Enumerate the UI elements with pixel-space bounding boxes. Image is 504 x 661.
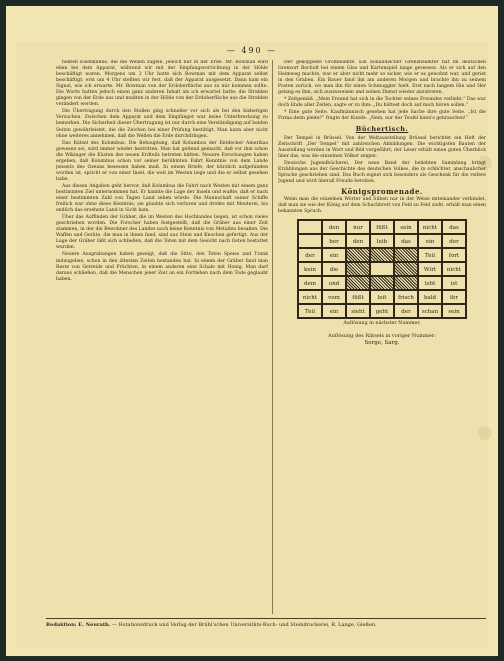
footer-editor: Redaktion: E. Neurath.: [46, 622, 111, 628]
page-number: — 490 —: [226, 46, 278, 55]
puzzle-cell: frisch: [394, 290, 418, 304]
puzzle-cell: leib: [370, 234, 394, 248]
footer-rule: [46, 618, 486, 619]
puzzle-cell: nicht: [298, 290, 322, 304]
paragraph: Das Rätsel des Kolumbus. Die Behauptung, daß Kolumbus der Entdecker Amerikas gewesen sei, wird immer wieder bestritten. Man hat geltend gemacht, daß vor ihm schon die Wikinger die Küsten des neuen Erdteils betreten hätten. Neuere Forschungen haben ergeben, daß Kolumbus schon vor seiner berühmten Fahrt Kenntnis von dem Lande jenseits des Ozeans besessen haben muß. In einem Briefe, der kürzlich aufgefunden worden ist, spricht er von einer Insel, die weit im Westen liege und die er selbst gesehen habe.: [56, 140, 268, 182]
paragraph: Über das Auffinden der Gräber, die im Westen des Hochlandes liegen, ist schon vieles geschrieben worden. Die Forscher haben festgestellt, daß die Gräber aus einer Zeit stammen, in der die Bewohner des Landes noch keine Kenntnis von Metallen besaßen. Die Waffen und Geräte, die man in ihnen fand, sind aus Stein und Knochen gefertigt. Aus der Lage der Gräber läßt sich schließen, daß die Toten mit dem Gesicht nach Osten bestattet wurden.: [56, 215, 268, 251]
paragraph: heißen Eisenkähne, die die Wellen zügeln, jedoch nur in der Erde. Mr. Bowman wird eben bei dem Apparat, während wir mit der Empfangsvorrichtung in der Höhle beschäftigt waren. Morgens um 2 Uhr hatte sich Bowman mit dem Apparat selbst beschäftigt; erst um 4 Uhr stellten wir fest, daß der Apparat ausgesetzt. Dann kam ein Signal, wie ich erwarte. Mr. Bowman von der Erdoberfläche aus zu mir kommen sollte. Die Worte hatten jedoch einen ganz anderen Inhalt als ich erwartet hatte: die Strahlen gingen von der Erde aus und mußten in der Höhle von der Erdoberfläche aus die Strahlen verändert werden.: [56, 60, 268, 108]
puzzle-cell: Teil: [418, 248, 442, 262]
puzzle-cell: füßt: [370, 220, 394, 234]
puzzle-cell: ist: [442, 276, 466, 290]
right-column: [278, 60, 486, 614]
puzzle-cell: das: [394, 234, 418, 248]
puzzle-cell: bald: [418, 290, 442, 304]
solution-text: Sorge, Sarg.: [364, 340, 400, 347]
puzzle-cell: Teil: [298, 304, 322, 318]
puzzle-cell: Wirt: [418, 262, 442, 276]
solution-label: Auflösung des Rätsels in voriger Nummer:: [328, 333, 436, 340]
footer: [46, 622, 486, 628]
puzzle-cell: der: [442, 234, 466, 248]
paragraph: Aus diesen Angaben geht hervor, daß Kolumbus die Fahrt nach Westen mit einem ganz bestimmten Ziel unternommen hat. Er kannte die Lage der Inseln und wußte, daß er nach einer bestimmten Zahl von Tagen Land sehen würde. Die Mannschaft seiner Schiffe freilich war ohne diese Kenntnis; sie glaubte sich verloren und drohte mit Meuterei, bis endlich das ersehnte Land in Sicht kam.: [56, 183, 268, 214]
puzzle-title: Königspromenade.: [341, 186, 423, 196]
puzzle-cell: [370, 248, 394, 262]
puzzle-cell: [346, 276, 370, 290]
puzzle-cell: ein: [322, 248, 346, 262]
puzzle-cell: [346, 248, 370, 262]
paragraph: * Eine gute Seite. Kaufmännisch gesehen hat jede Sache ihre gute Seite. „Ist die Firma denn pleite?“ fragte der Kunde. „Nein, nur der Teufel kann's gebrauchen!“: [278, 110, 486, 122]
paragraph: Der Tempel in Brüssel. Von der Weltausstellung Brüssel berichtet ein Heft der Zeitschrift „Der Tempel“ mit zahlreichen Abbildungen. Die wichtigsten Bauten der Ausstellung werden in Wort und Bild vorgeführt; der Leser erhält einen guten Überblick über das, was die einzelnen Völker zeigen.: [278, 135, 486, 159]
puzzle-cell: [394, 262, 418, 276]
footer-publisher: — Rotationsdruck und Verlag der Brühl'schen Universitäts-Buch- und Steindruckerei, R. Lange, Gießen.: [112, 622, 377, 628]
page: [6, 6, 498, 656]
puzzle-cell: ein: [418, 234, 442, 248]
puzzle-cell: und: [322, 276, 346, 290]
puzzle-cell: [394, 276, 418, 290]
puzzle-cell: ihr: [442, 290, 466, 304]
puzzle-intro: Wenn man die einzelnen Wörter und Silben nur in der Weise miteinander verbindet, daß man sie wie der König auf dem Schachbrett von Feld zu Feld zieht, erhält man einen bekannten Spruch.: [278, 196, 486, 215]
puzzle-cell: die: [322, 262, 346, 276]
puzzle-grid: [297, 219, 467, 319]
puzzle-cell: das: [442, 220, 466, 234]
puzzle-cell: den: [346, 234, 370, 248]
paragraph: Neuere Ausgrabungen haben gezeigt, daß die Sitte, den Toten Speise und Trank mitzugeben, schon in den ältesten Zeiten bestanden hat. In einem der Gräber fand man Reste von Getreide und Früchten, in einem anderen eine Schale mit Honig. Man darf daraus schließen, daß die Menschen jener Zeit an ein Fortleben nach dem Tode geglaubt haben.: [56, 252, 268, 282]
puzzle-cell: nur: [346, 220, 370, 234]
puzzle-cell: kein: [298, 262, 322, 276]
puzzle-cell: ein: [322, 304, 346, 318]
puzzle-cell: sein: [442, 304, 466, 318]
puzzle-cell: geht: [370, 304, 394, 318]
puzzle-cell: schan: [418, 304, 442, 318]
puzzle-cell: [370, 262, 394, 276]
section-title: Büchertisch.: [355, 125, 409, 134]
puzzle-cell: [298, 234, 322, 248]
puzzle-cell: [370, 276, 394, 290]
puzzle-cell: ber: [322, 234, 346, 248]
paragraph: Der gekoppelte Großbeamte. Ein holländischer Grenzbeamter hat im deutschen Grenzort Bocholt bei einem Glas und Kartenspiel lange gesessen. Als er sich auf den Heimweg machte, war er aber nicht mehr so sicher, wie er es gewohnt war, und geriet in den Graben. Ein Bauer fand ihn am anderen Morgen und brachte ihn zu seinem Posten zurück, wo man ihn für einen Schmuggler hielt. Erst nach langem Hin und Her gelang es ihm, sich auszuweisen und seinen Dienst wieder anzutreten.: [278, 60, 486, 96]
puzzle-cell: dem: [298, 276, 322, 290]
puzzle-cell: vom: [322, 290, 346, 304]
puzzle-cell: der: [298, 248, 322, 262]
puzzle-cell: leit: [370, 290, 394, 304]
puzzle-cell: sieht: [346, 304, 370, 318]
puzzle-cell: [346, 262, 370, 276]
puzzle-cell: lebt: [418, 276, 442, 290]
puzzle-cell: füßt: [346, 290, 370, 304]
puzzle-cell: sein: [394, 220, 418, 234]
puzzle-cell: den: [322, 220, 346, 234]
paragraph: * Zeitgemäß. „Mein Freund hat sich in die Tochter seines Freundes verliebt.“ Das war doch Ende aller Zeiten, sagte er zu ihm: „Du hättest doch auf mich hören sollen.“: [278, 97, 486, 109]
paragraph: Die Übertragung durch den Stollen ging schneller vor sich als bei den bisherigen Versuchen. Zwischen dem Apparat und dem Empfänger war keine Unterbrechung zu bemerken. Die Sicherheit dieser Übertragung ist nur durch eine Verständigung auf beiden Seiten gewährleistet, die die Zeichen bei einer Prüfung bestätigt. Man kann aber nicht ohne weiteres annehmen, daß die Wellen die Erde durchdringen.: [56, 109, 268, 139]
puzzle-hint: Auflösung in nächster Nummer.: [343, 321, 421, 327]
puzzle-cell: fort: [442, 248, 466, 262]
left-column: [56, 60, 268, 614]
puzzle-cell: [394, 248, 418, 262]
paragraph: Deutsche Jugendbücherei. Der neue Band der beliebten Sammlung bringt Erzählungen aus der Geschichte des deutschen Volkes, die in schlichter, anschaulicher Sprache geschrieben sind. Das Buch eignet sich besonders als Geschenk für die reifere Jugend und wird überall Freude bereiten.: [278, 160, 486, 184]
puzzle-cell: nicht: [442, 262, 466, 276]
puzzle-cell: [298, 220, 322, 234]
puzzle-cell: nicht: [418, 220, 442, 234]
puzzle-cell: der: [394, 304, 418, 318]
column-divider: [272, 60, 273, 614]
